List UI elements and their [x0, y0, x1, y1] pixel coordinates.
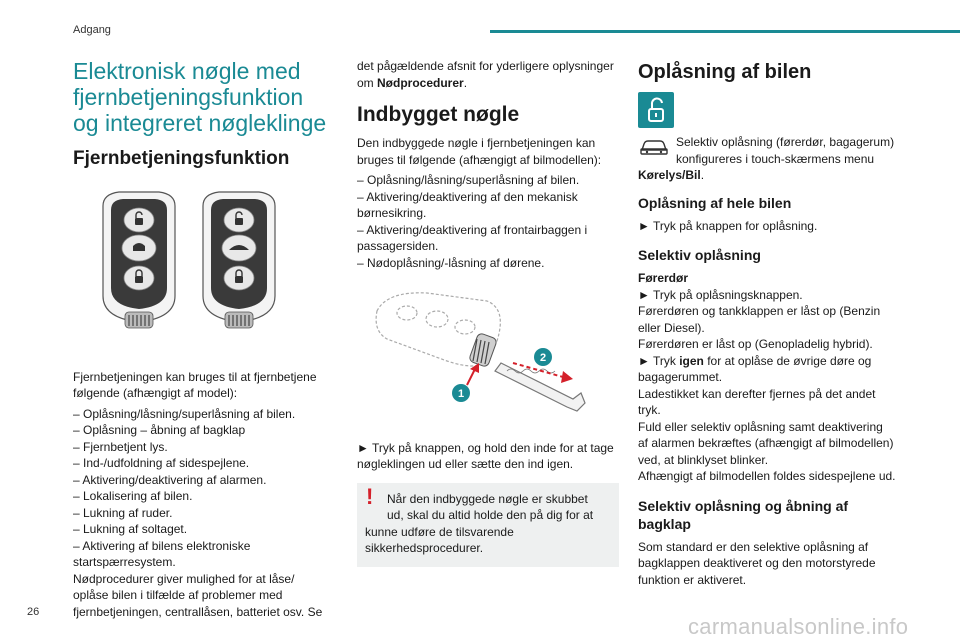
list-item: – Oplåsning/låsning/superlåsning af bilen. [357, 173, 580, 187]
continued-text: det pågældende afsnit for yderligere oplysninger om Nødprocedurer. [357, 59, 614, 90]
section-heading-integrated-key: Indbygget nøgle [357, 103, 520, 126]
header-accent-bar [490, 30, 960, 33]
unlock-all-step: ► Tryk på knappen for oplåsning. [638, 218, 818, 233]
unlock-padlock-icon [638, 92, 674, 128]
list-item: – Lukning af ruder. [73, 505, 173, 520]
integrated-key-list [357, 172, 619, 271]
driver-door-label: Førerdør [638, 271, 689, 285]
list-item: startspærresystem. [73, 555, 176, 569]
subheading-selective-unlock: Selektiv oplåsning [638, 247, 761, 263]
menu-path: Kørelys/Bil. [638, 168, 705, 182]
list-item: – Aktivering/deaktivering af frontairbaggen i [357, 222, 588, 237]
header-section-label: Adgang [73, 24, 111, 36]
release-blade-step: ► Tryk på knappen, og hold den inde for at tage nøgleklingen ud eller sætte den ind igen. [357, 440, 614, 471]
list-item: – Nødoplåsning/-låsning af dørene. [357, 255, 545, 270]
column-3 [638, 58, 906, 588]
integrated-key-intro: Den indbyggede nøgle i fjernbetjeningen kan bruges til følgende (afhængigt af bilmodellen): [357, 136, 602, 167]
section-heading-remote: Fjernbetjeningsfunktion [73, 148, 290, 169]
warning-exclamation-icon: ! [366, 483, 374, 509]
column-1 [73, 58, 335, 620]
subheading-unlock-all: Oplåsning af hele bilen [638, 194, 792, 211]
list-item: – Aktivering/deaktivering af alarmen. [73, 472, 267, 487]
car-icon [638, 134, 670, 158]
watermark: carmanualsonline.info [688, 614, 909, 639]
key-fobs-illustration [89, 188, 289, 344]
remote-feature-list [73, 406, 335, 571]
section-heading-unlocking: Oplåsning af bilen [638, 61, 812, 83]
emergency-note: Nødprocedurer giver mulighed for at låse/ oplåse bilen i tilfælde af problemer med fjernbetjeningen, centrallåsen, batteriet osv. Se [73, 571, 323, 619]
callout-1-label: 1 [457, 388, 465, 400]
warning-box: ! Når den indbyggede nøgle er skubbet ud, skal du altid holde den på dig for at kunne udføre de tilsvarende sikkerhedsprocedurer. [357, 483, 619, 567]
list-item: – Aktivering/deaktivering af den mekanisk [357, 189, 578, 204]
selective-tailgate-body: Som standard er den selektive oplåsning af bagklappen deaktiveret og den motorstyrede funktion er aktiveret. [638, 539, 876, 587]
list-item: – Oplåsning/låsning/superlåsning af bilen. [73, 406, 296, 421]
list-item: – Oplåsning – åbning af bagklap [73, 423, 246, 437]
selective-unlock-note: Selektiv oplåsning (førerdør, bagagerum) konfigureres i touch-skærmens menu [638, 134, 906, 167]
callout-2-label: 2 [539, 352, 547, 364]
list-item: passagersiden. [357, 239, 439, 253]
list-item: – Ind-/udfoldning af sidespejlene. [73, 456, 250, 470]
integrated-key-illustration [367, 281, 607, 421]
page-number: 26 [27, 606, 40, 618]
list-item: – Lukning af soltaget. [73, 522, 188, 536]
selective-unlock-body: Førerdør ► Tryk på oplåsningsknappen. Førerdøren og tankklappen er låst op (Benzin eller Diesel). Førerdøren er låst op (Genopladelig hybrid). ► Tryk igen for at oplåse de øvrige døre og bagagerummet. Ladestikket kan derefter fjernes på det andet tryk. Fuld eller selektiv oplåsning samt deaktivering af alarmen bekræftes (afhængigt af bilmodellen) ved, at blinklyset blinker. Afhængigt af bilmodellen foldes sidespejlene ud. [638, 270, 906, 485]
list-item: – Lokalisering af bilen. [73, 489, 193, 503]
subheading-selective-tailgate: Selektiv oplåsning og åbning af bagklap [638, 497, 849, 532]
remote-intro: Fjernbetjeningen kan bruges til at fjernbetjene følgende (afhængigt af model): [73, 369, 317, 400]
emergency-procedures-ref: Nødprocedurer [377, 75, 464, 90]
column-2 [357, 58, 619, 567]
list-item: – Fjernbetjent lys. [73, 439, 168, 454]
list-item: – Aktivering af bilens elektroniske [73, 538, 251, 553]
page-title: Elektronisk nøgle med fjernbetjeningsfunktion og integreret nøgleklinge [73, 58, 327, 136]
list-item: børnesikring. [357, 206, 427, 220]
